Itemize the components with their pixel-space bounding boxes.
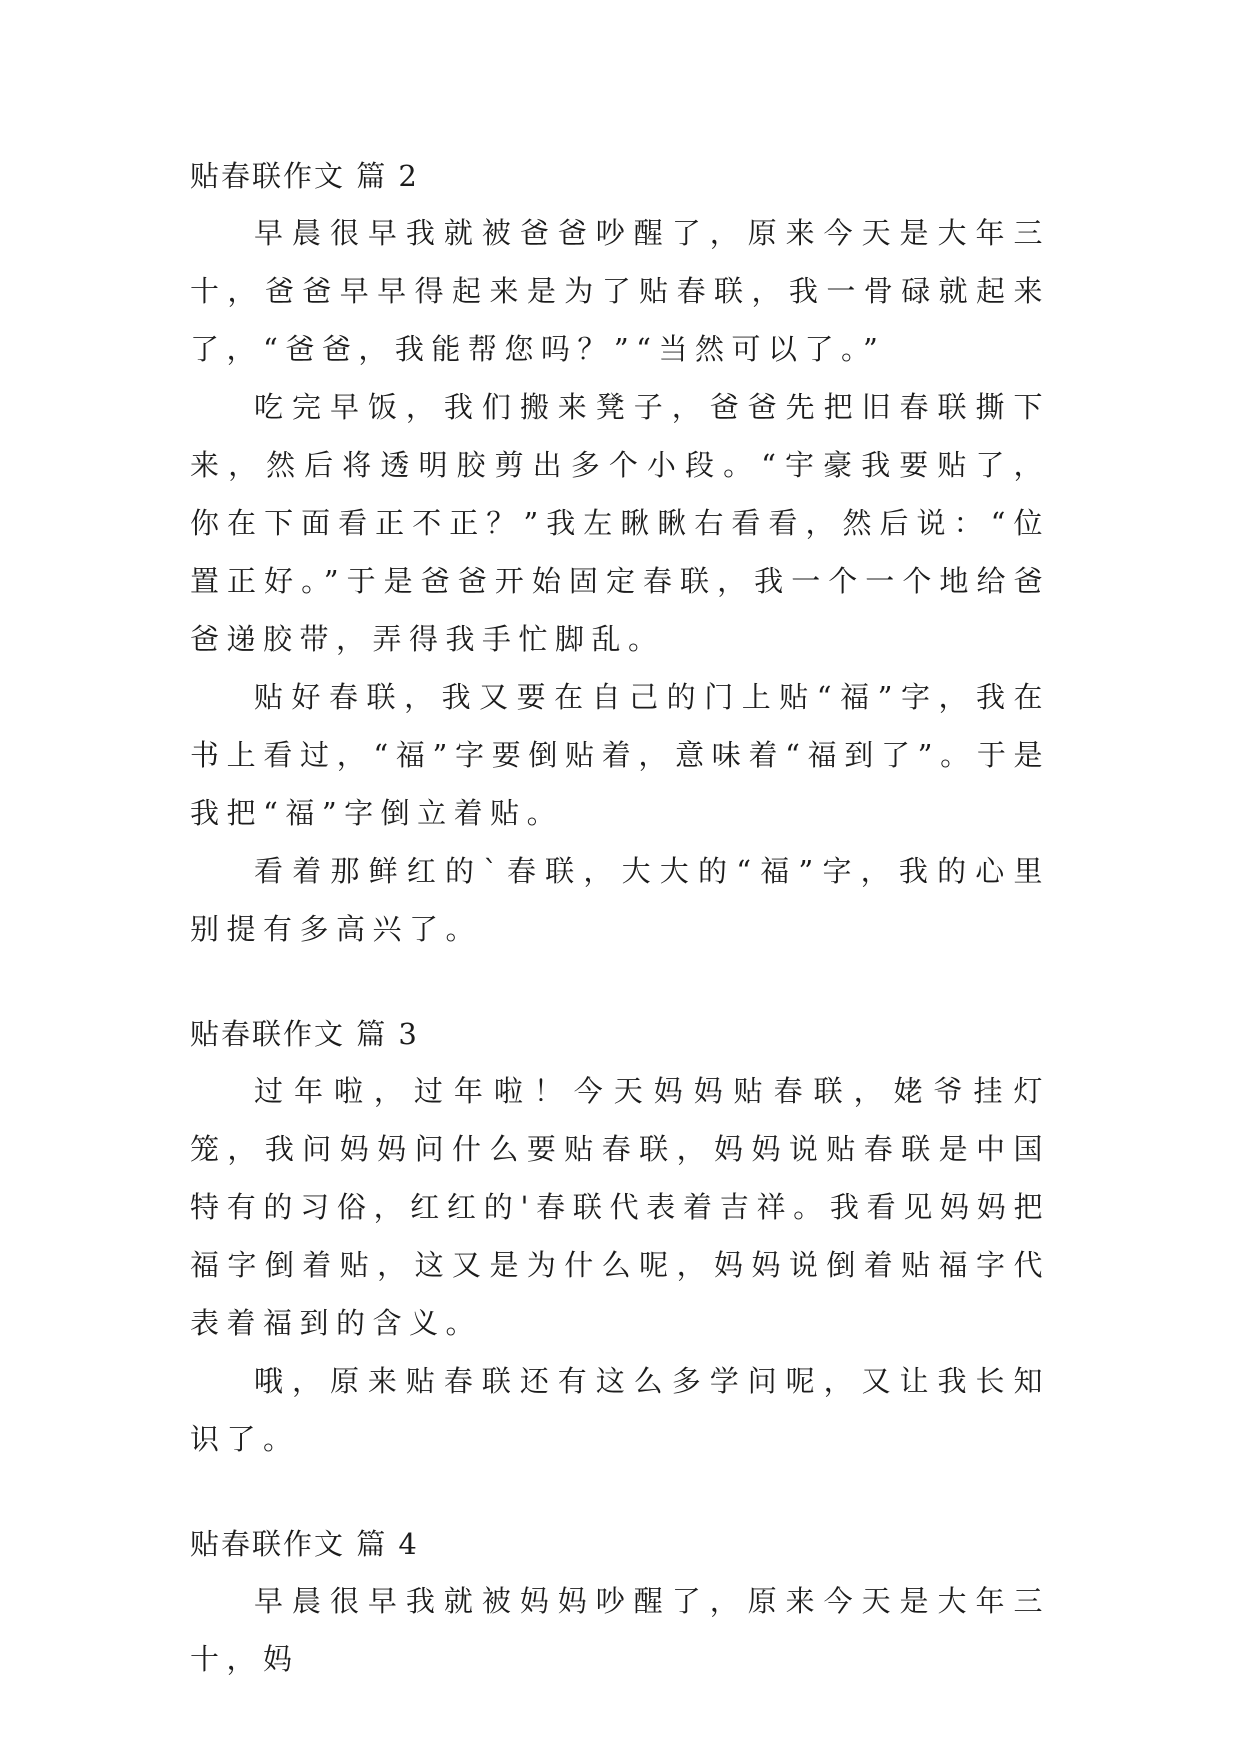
essay-paragraph: 看着那鲜红的`春联，大大的“福”字，我的心里别提有多高兴了。 bbox=[190, 854, 1050, 946]
essay-paragraph: 哦，原来贴春联还有这么多学问呢，又让我长知识了。 bbox=[190, 1364, 1050, 1456]
essay-paragraph: 早晨很早我就被妈妈吵醒了，原来今天是大年三十，妈 bbox=[190, 1584, 1050, 1676]
essay-paragraph: 过年啦，过年啦！今天妈妈贴春联，姥爷挂灯笼，我问妈妈问什么要贴春联，妈妈说贴春联是中国特有的习俗，红红的'春联代表着吉祥。我看见妈妈把福字倒着贴，这又是为什么呢，妈妈说倒着贴福字代表着福到的含义。 bbox=[190, 1074, 1050, 1340]
essay-paragraph: 贴好春联，我又要在自己的门上贴“福”字，我在书上看过，“福”字要倒贴着，意味着“福到了”。于是我把“福”字倒立着贴。 bbox=[190, 680, 1050, 830]
essay-paragraph: 早晨很早我就被爸爸吵醒了，原来今天是大年三十，爸爸早早得起来是为了贴春联，我一骨碌就起来了，“爸爸，我能帮您吗？”“当然可以了。” bbox=[190, 216, 1050, 366]
essay-section-4 bbox=[190, 1528, 1050, 1688]
essay-section-2 bbox=[190, 160, 1050, 958]
essay-heading: 贴春联作文 篇 2 bbox=[190, 159, 419, 193]
essay-paragraph: 吃完早饭，我们搬来凳子，爸爸先把旧春联撕下来，然后将透明胶剪出多个小段。“宇豪我要贴了，你在下面看正不正？”我左瞅瞅右看看，然后说：“位置正好。”于是爸爸开始固定春联，我一个一个地给爸爸递胶带，弄得我手忙脚乱。 bbox=[190, 390, 1050, 656]
essay-heading: 贴春联作文 篇 4 bbox=[190, 1527, 419, 1561]
essay-heading: 贴春联作文 篇 3 bbox=[190, 1017, 419, 1051]
essay-section-3 bbox=[190, 1018, 1050, 1468]
document-page bbox=[190, 160, 1050, 1688]
